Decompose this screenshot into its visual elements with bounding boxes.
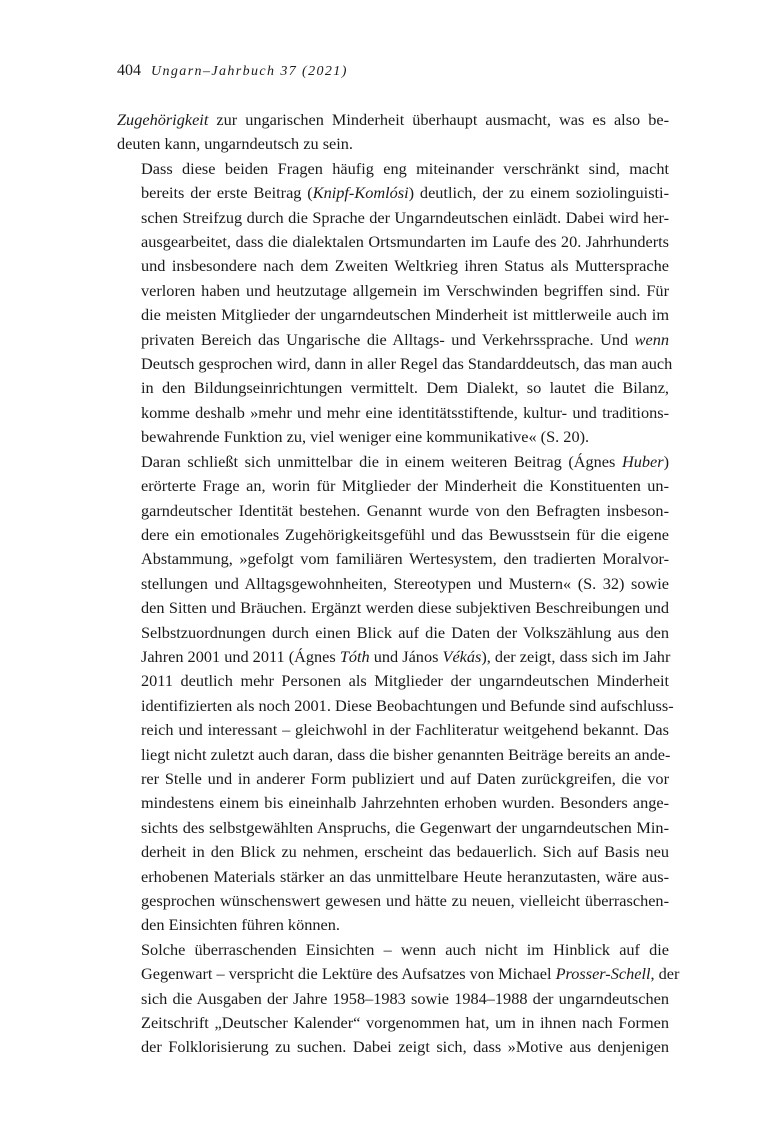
text-line: [117, 913, 669, 937]
journal-title: Ungarn–Jahrbuch 37 (2021): [151, 64, 348, 79]
text-line: [117, 645, 669, 669]
italic-text: Zugehörigkeit: [117, 110, 209, 129]
text-run: ausgearbeitet, dass die dialektalen Ortsmundarten im Laufe des 20. Jahrhunderts: [141, 232, 669, 252]
text-run: und János: [369, 646, 443, 666]
text-run: Gegenwart – verspricht die Lektüre des Aufsatzes von Michael: [141, 964, 556, 984]
text-run: 2011 deutlich mehr Personen als Mitglieder der ungarndeutschen Minderheit: [141, 671, 669, 691]
text-line: [117, 499, 669, 523]
text-line: [117, 743, 669, 767]
text-run: dere ein emotionales Zugehörigkeitsgefühl und das Bewusstsein für die eigene: [141, 524, 669, 544]
text-line: [117, 1011, 669, 1035]
body-text: [117, 108, 680, 1060]
paragraph: [117, 450, 674, 938]
text-run: deuten kann, ungarndeutsch zu sein.: [117, 134, 354, 154]
text-run: den Sitten und Bräuchen. Ergänzt werden diese subjektiven Beschreibungen und: [141, 598, 669, 618]
text-line: [117, 206, 669, 230]
italic-text: Prosser-Schell: [555, 964, 651, 984]
italic-text: Tóth: [339, 646, 370, 666]
text-line: [117, 938, 669, 962]
text-line: [117, 254, 669, 278]
text-line: [117, 352, 673, 376]
text-run: ), der zeigt, dass sich im Jahr: [481, 646, 671, 666]
text-run: sich die Ausgaben der Jahre 1958–1983 sowie 1984–1988 der ungarndeutschen: [141, 988, 669, 1008]
text-line: [117, 303, 669, 327]
text-run: reich und interessant – gleichwohl in der Fachliteratur weitgehend bekannt. Das: [141, 720, 669, 740]
text-line: [117, 474, 669, 498]
text-line: [117, 791, 669, 815]
text-run: schen Streifzug durch die Sprache der Ungarndeutschen einlädt. Dabei wird her-: [141, 207, 669, 227]
text-line: [117, 450, 669, 474]
text-run: derheit in den Blick zu nehmen, erscheint das bedauerlich. Sich auf Basis neu: [141, 842, 669, 862]
text-run: erörterte Frage an, worin für Mitglieder der Minderheit die Konstituenten un-: [141, 476, 669, 496]
text-line: [117, 865, 669, 889]
text-line: [117, 767, 669, 791]
text-line: [117, 621, 669, 645]
text-line: [117, 1035, 669, 1059]
text-line: [117, 181, 669, 205]
text-line: [117, 132, 669, 156]
text-run: Solche überraschenden Einsichten – wenn auch nicht im Hinblick auf die: [141, 939, 669, 959]
text-run: bewahrende Funktion zu, viel weniger eine kommunikative« (S. 20).: [141, 427, 590, 447]
text-run: bereits der erste Beitrag (: [141, 183, 313, 203]
text-run: mindestens einem bis eineinhalb Jahrzehnten erhoben wurden. Besonders ange-: [141, 793, 669, 813]
text-run: gesprochen wünschenswert gewesen und hätte zu neuen, vielleicht überraschen-: [141, 891, 669, 910]
document-page: [117, 58, 680, 1060]
paragraph: [117, 938, 680, 1060]
text-run: Jahren 2001 und 2011 (Ágnes: [141, 646, 340, 666]
running-head: [117, 58, 669, 84]
text-run: und insbesondere nach dem Zweiten Weltkrieg ihren Status als Muttersprache: [141, 256, 669, 276]
text-run: der Folklorisierung zu suchen. Dabei zeigt sich, dass »Motive aus denjenigen: [141, 1037, 669, 1057]
text-run: Abstammung, »gefolgt vom familiären Wertesystem, den tradierten Moralvor-: [141, 549, 669, 569]
italic-text: Vékás: [442, 646, 482, 666]
italic-text: Knipf-Komlósi: [312, 183, 409, 203]
text-line: [117, 962, 680, 986]
text-run: stellungen und Alltagsgewohnheiten, Stereotypen und Mustern« (S. 32) sowie: [141, 573, 669, 593]
text-line: [117, 840, 669, 864]
text-line: [117, 108, 669, 132]
text-run: komme deshalb »mehr und mehr eine identitätsstiftende, kultur- und traditions-: [141, 402, 669, 422]
text-line: [117, 572, 669, 596]
paragraph: [117, 157, 673, 450]
text-run: , der: [650, 964, 680, 984]
text-line: [117, 279, 669, 303]
paragraph: [117, 108, 669, 157]
text-line: [117, 376, 669, 400]
text-run: zur ungarischen Minderheit überhaupt ausmacht, was es also be-: [208, 110, 669, 129]
text-run: ): [663, 451, 669, 471]
text-line: [117, 328, 669, 352]
text-line: [117, 596, 669, 620]
text-line: [117, 401, 669, 425]
text-line: [117, 230, 669, 254]
text-run: sichts des selbstgewählten Anspruchs, die Gegenwart der ungarndeutschen Min-: [141, 817, 669, 837]
text-line: [117, 157, 669, 181]
text-run: identifizierten als noch 2001. Diese Beobachtungen und Befunde sind aufschluss-: [141, 695, 674, 715]
text-run: liegt nicht zuletzt auch daran, dass die bisher genannten Beiträge bereits an ande-: [141, 744, 671, 764]
text-line: [117, 816, 669, 840]
text-run: rer Stelle und in anderer Form publiziert und auf Daten zurückgreifen, die vor: [141, 768, 669, 788]
text-run: erhobenen Materials stärker an das unmittelbare Heute heranzutasten, wäre aus-: [141, 866, 669, 886]
text-run: den Einsichten führen können.: [141, 915, 340, 935]
page-number: 404: [117, 62, 141, 79]
text-run: Daran schließt sich unmittelbar die in einem weiteren Beitrag (Ágnes: [141, 451, 622, 471]
text-run: die meisten Mitglieder der ungarndeutschen Minderheit ist mittlerweile auch im: [141, 305, 669, 325]
text-run: garndeutscher Identität bestehen. Genannt wurde von den Befragten insbeson-: [141, 500, 669, 520]
text-run: Dass diese beiden Fragen häufig eng miteinander verschränkt sind, macht: [141, 158, 669, 178]
text-line: [117, 547, 669, 571]
text-run: Zeitschrift „Deutscher Kalender“ vorgenommen hat, um in ihnen nach Formen: [141, 1013, 669, 1033]
text-run: Selbstzuordnungen durch einen Blick auf die Daten der Volkszählung aus den: [141, 622, 669, 642]
text-line: [117, 669, 669, 693]
text-run: privaten Bereich das Ungarische die Alltags- und Verkehrssprache. Und: [141, 329, 635, 349]
text-line: [117, 889, 669, 913]
text-run: Deutsch gesprochen wird, dann in aller Regel das Standarddeutsch, das man auch: [141, 354, 673, 374]
text-line: [117, 987, 669, 1011]
text-line: [117, 425, 669, 449]
text-run: ) deutlich, der zu einem soziolinguisti-: [408, 183, 670, 203]
italic-text: wenn: [634, 329, 669, 349]
text-line: [117, 694, 674, 718]
text-line: [117, 718, 669, 742]
text-line: [117, 523, 669, 547]
text-run: in den Bildungseinrichtungen vermittelt. Dem Dialekt, so lautet die Bilanz,: [141, 378, 669, 398]
italic-text: Huber: [621, 451, 664, 471]
text-run: verloren haben und heutzutage allgemein im Verschwinden begriffen sind. Für: [141, 280, 669, 300]
